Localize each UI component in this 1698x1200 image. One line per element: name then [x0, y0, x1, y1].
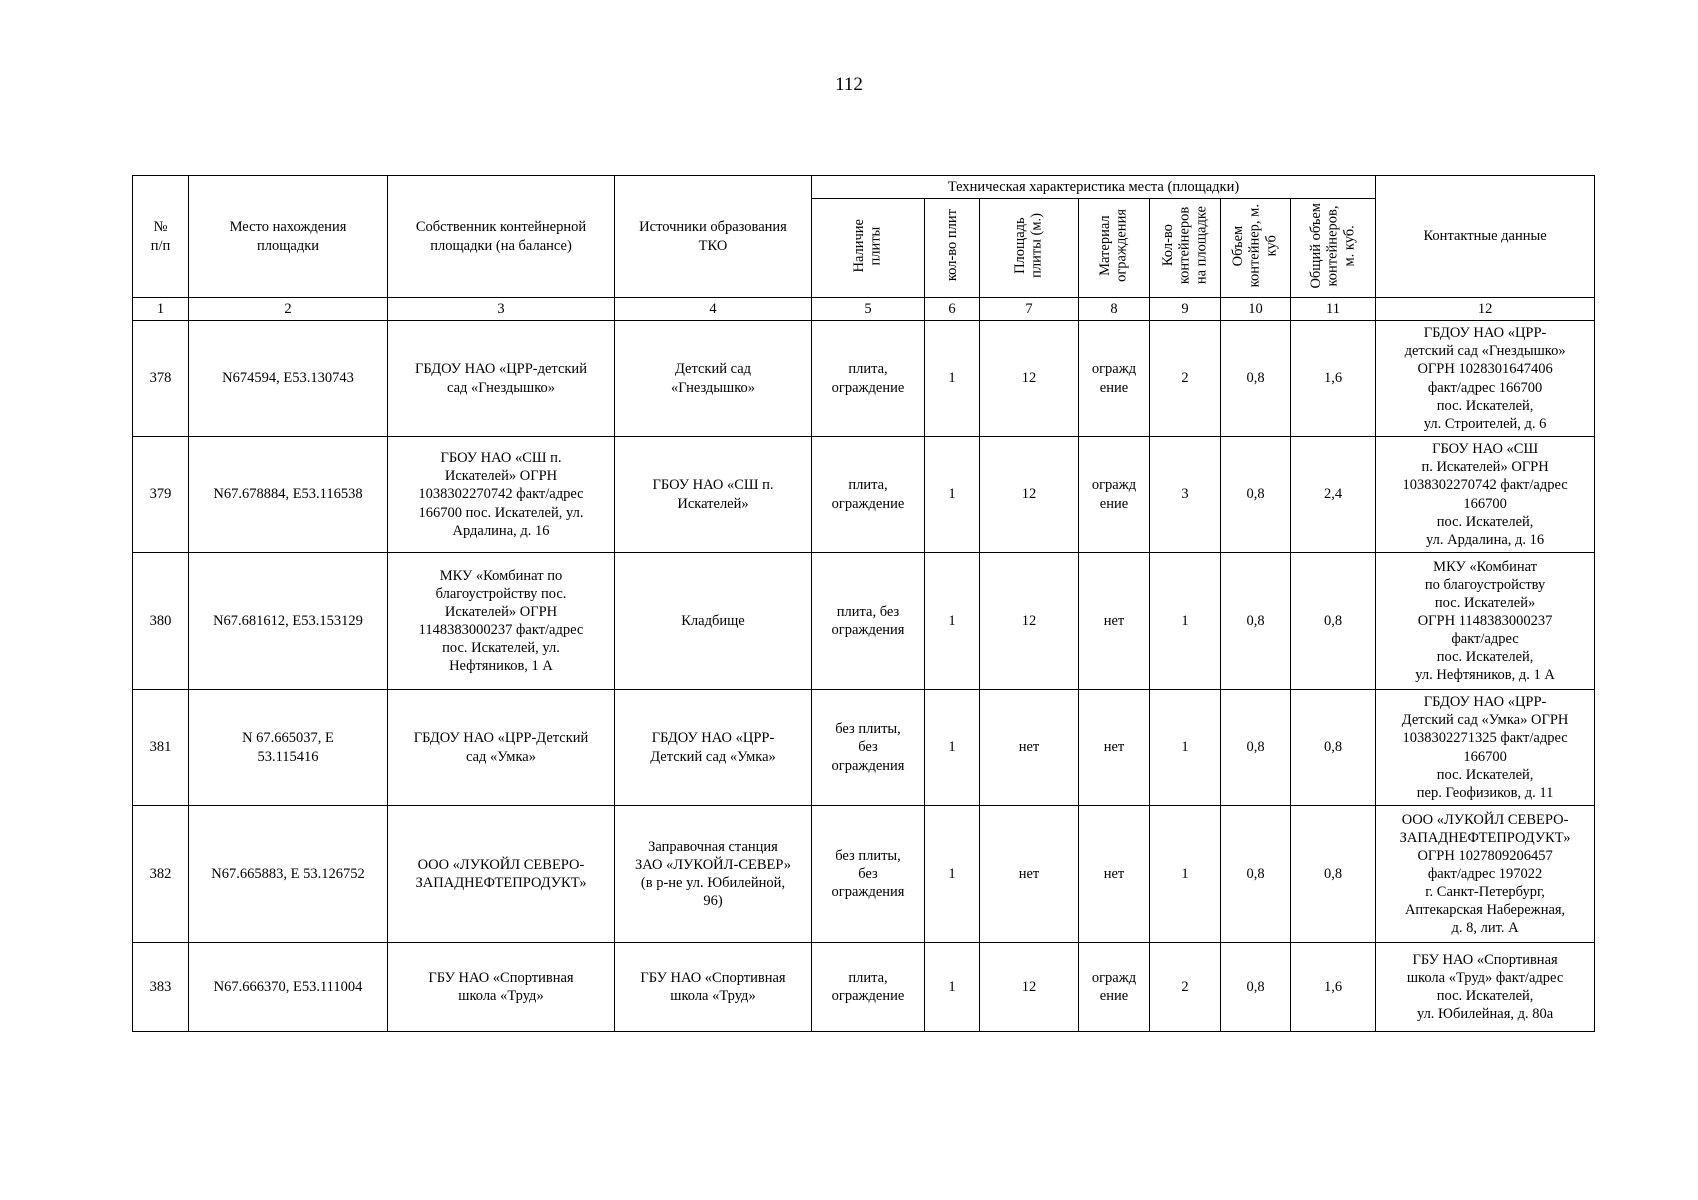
- cell-plate-count: 1: [925, 690, 980, 806]
- header-fence-material: Материал ограждения: [1097, 208, 1130, 282]
- cell-plate: без плиты, без ограждения: [812, 690, 925, 806]
- cell-location: N67.665883, E 53.126752: [189, 806, 388, 943]
- cell-fence: огражд ение: [1079, 437, 1150, 553]
- cell-fence: огражд ение: [1079, 943, 1150, 1032]
- column-number: 5: [812, 298, 925, 321]
- cell-area: 12: [980, 943, 1079, 1032]
- column-number: 9: [1150, 298, 1221, 321]
- column-number: 10: [1221, 298, 1291, 321]
- cell-plate-count: 1: [925, 943, 980, 1032]
- column-number: 4: [615, 298, 812, 321]
- cell-total-volume: 0,8: [1291, 690, 1376, 806]
- cell-plate: без плиты, без ограждения: [812, 806, 925, 943]
- cell-volume: 0,8: [1221, 553, 1291, 690]
- header-area: Площадь плиты (м.): [1012, 212, 1045, 278]
- header-plate-count-cell: [925, 199, 980, 298]
- cell-area: нет: [980, 806, 1079, 943]
- cell-location: N674594, E53.130743: [189, 321, 388, 437]
- table-row: [133, 806, 1595, 943]
- column-number: 12: [1376, 298, 1595, 321]
- cell-total-volume: 0,8: [1291, 553, 1376, 690]
- cell-volume: 0,8: [1221, 437, 1291, 553]
- cell-location: N67.666370, E53.111004: [189, 943, 388, 1032]
- cell-location: N67.678884, E53.116538: [189, 437, 388, 553]
- cell-total-volume: 0,8: [1291, 806, 1376, 943]
- cell-no: 381: [133, 690, 189, 806]
- container-sites-table: [132, 175, 1595, 1032]
- cell-fence: огражд ение: [1079, 321, 1150, 437]
- cell-contacts: МКУ «Комбинат по благоустройству пос. Искателей» ОГРН 1148383000237 факт/адрес пос. Искателей, ул. Нефтяников, д. 1 А: [1376, 553, 1595, 690]
- header-fence-material-cell: [1079, 199, 1150, 298]
- cell-plate-count: 1: [925, 321, 980, 437]
- header-containers-count: Кол-во контейнеров на площадке: [1159, 206, 1210, 285]
- header-plate-cell: [812, 199, 925, 298]
- cell-owner: МКУ «Комбинат по благоустройству пос. Искателей» ОГРН 1148383000237 факт/адрес пос. Искателей, ул. Нефтяников, 1 А: [388, 553, 615, 690]
- cell-contacts: ГБДОУ НАО «ЦРР- детский сад «Гнездышко» ОГРН 1028301647406 факт/адрес 166700 пос. Искателей, ул. Строителей, д. 6: [1376, 321, 1595, 437]
- header-container-volume-cell: [1221, 199, 1291, 298]
- cell-sources: ГБДОУ НАО «ЦРР- Детский сад «Умка»: [615, 690, 812, 806]
- table-row: [133, 943, 1595, 1032]
- header-owner: Собственник контейнерной площадки (на балансе): [388, 176, 615, 298]
- cell-volume: 0,8: [1221, 321, 1291, 437]
- cell-sources: ГБУ НАО «Спортивная школа «Труд»: [615, 943, 812, 1032]
- cell-containers: 2: [1150, 943, 1221, 1032]
- cell-owner: ООО «ЛУКОЙЛ СЕВЕРО- ЗАПАДНЕФТЕПРОДУКТ»: [388, 806, 615, 943]
- column-number: 1: [133, 298, 189, 321]
- cell-owner: ГБДОУ НАО «ЦРР-Детский сад «Умка»: [388, 690, 615, 806]
- column-number: 7: [980, 298, 1079, 321]
- cell-no: 383: [133, 943, 189, 1032]
- table-row: [133, 321, 1595, 437]
- column-number: 2: [189, 298, 388, 321]
- table-header-row: [133, 176, 1595, 199]
- header-contacts: Контактные данные: [1376, 176, 1595, 298]
- cell-plate: плита, без ограждения: [812, 553, 925, 690]
- cell-containers: 1: [1150, 690, 1221, 806]
- cell-contacts: ГБУ НАО «Спортивная школа «Труд» факт/адрес пос. Искателей, ул. Юбилейная, д. 80а: [1376, 943, 1595, 1032]
- cell-fence: нет: [1079, 806, 1150, 943]
- cell-sources: Кладбище: [615, 553, 812, 690]
- cell-area: 12: [980, 553, 1079, 690]
- header-no: № п/п: [133, 176, 189, 298]
- cell-sources: Заправочная станция ЗАО «ЛУКОЙЛ-СЕВЕР» (в р-не ул. Юбилейной, 96): [615, 806, 812, 943]
- header-location: Место нахождения площадки: [189, 176, 388, 298]
- cell-sources: ГБОУ НАО «СШ п. Искателей»: [615, 437, 812, 553]
- cell-sources: Детский сад «Гнездышко»: [615, 321, 812, 437]
- header-total-volume: Общий объем контейнеров, м. куб.: [1308, 202, 1358, 289]
- header-area-cell: [980, 199, 1079, 298]
- cell-containers: 1: [1150, 806, 1221, 943]
- cell-total-volume: 2,4: [1291, 437, 1376, 553]
- column-number: 8: [1079, 298, 1150, 321]
- column-number: 3: [388, 298, 615, 321]
- cell-fence: нет: [1079, 690, 1150, 806]
- cell-owner: ГБДОУ НАО «ЦРР-детский сад «Гнездышко»: [388, 321, 615, 437]
- cell-plate-count: 1: [925, 553, 980, 690]
- header-sources: Источники образования ТКО: [615, 176, 812, 298]
- cell-location: N67.681612, E53.153129: [189, 553, 388, 690]
- cell-area: 12: [980, 321, 1079, 437]
- cell-total-volume: 1,6: [1291, 321, 1376, 437]
- cell-area: нет: [980, 690, 1079, 806]
- cell-no: 379: [133, 437, 189, 553]
- cell-location: N 67.665037, E 53.115416: [189, 690, 388, 806]
- cell-total-volume: 1,6: [1291, 943, 1376, 1032]
- cell-no: 382: [133, 806, 189, 943]
- column-number: 6: [925, 298, 980, 321]
- cell-plate: плита, ограждение: [812, 437, 925, 553]
- column-number: 11: [1291, 298, 1376, 321]
- cell-volume: 0,8: [1221, 943, 1291, 1032]
- header-plate-count: кол-во плит: [943, 209, 960, 282]
- cell-contacts: ГБДОУ НАО «ЦРР- Детский сад «Умка» ОГРН 1038302271325 факт/адрес 166700 пос. Искателей, пер. Геофизиков, д. 11: [1376, 690, 1595, 806]
- table-row: [133, 553, 1595, 690]
- column-numbers-row: [133, 298, 1595, 321]
- cell-plate: плита, ограждение: [812, 321, 925, 437]
- cell-plate-count: 1: [925, 806, 980, 943]
- cell-no: 378: [133, 321, 189, 437]
- header-total-volume-cell: [1291, 199, 1376, 298]
- cell-containers: 2: [1150, 321, 1221, 437]
- header-tech-characteristics: Техническая характеристика места (площадки): [812, 176, 1376, 199]
- cell-volume: 0,8: [1221, 690, 1291, 806]
- header-plate: Наличие плиты: [851, 218, 884, 273]
- header-containers-count-cell: [1150, 199, 1221, 298]
- cell-containers: 3: [1150, 437, 1221, 553]
- cell-containers: 1: [1150, 553, 1221, 690]
- page-number: 112: [835, 74, 863, 95]
- cell-owner: ГБОУ НАО «СШ п. Искателей» ОГРН 1038302270742 факт/адрес 166700 пос. Искателей, ул. Ардалина, д. 16: [388, 437, 615, 553]
- table-row: [133, 690, 1595, 806]
- header-container-volume: Объем контейнер, м. куб: [1230, 203, 1280, 288]
- cell-owner: ГБУ НАО «Спортивная школа «Труд»: [388, 943, 615, 1032]
- cell-no: 380: [133, 553, 189, 690]
- cell-plate: плита, ограждение: [812, 943, 925, 1032]
- cell-fence: нет: [1079, 553, 1150, 690]
- cell-plate-count: 1: [925, 437, 980, 553]
- cell-contacts: ООО «ЛУКОЙЛ СЕВЕРО- ЗАПАДНЕФТЕПРОДУКТ» ОГРН 1027809206457 факт/адрес 197022 г. Санкт-Петербург, Аптекарская Набережная, д. 8, лит. А: [1376, 806, 1595, 943]
- cell-area: 12: [980, 437, 1079, 553]
- cell-volume: 0,8: [1221, 806, 1291, 943]
- cell-contacts: ГБОУ НАО «СШ п. Искателей» ОГРН 1038302270742 факт/адрес 166700 пос. Искателей, ул. Ардалина, д. 16: [1376, 437, 1595, 553]
- table-row: [133, 437, 1595, 553]
